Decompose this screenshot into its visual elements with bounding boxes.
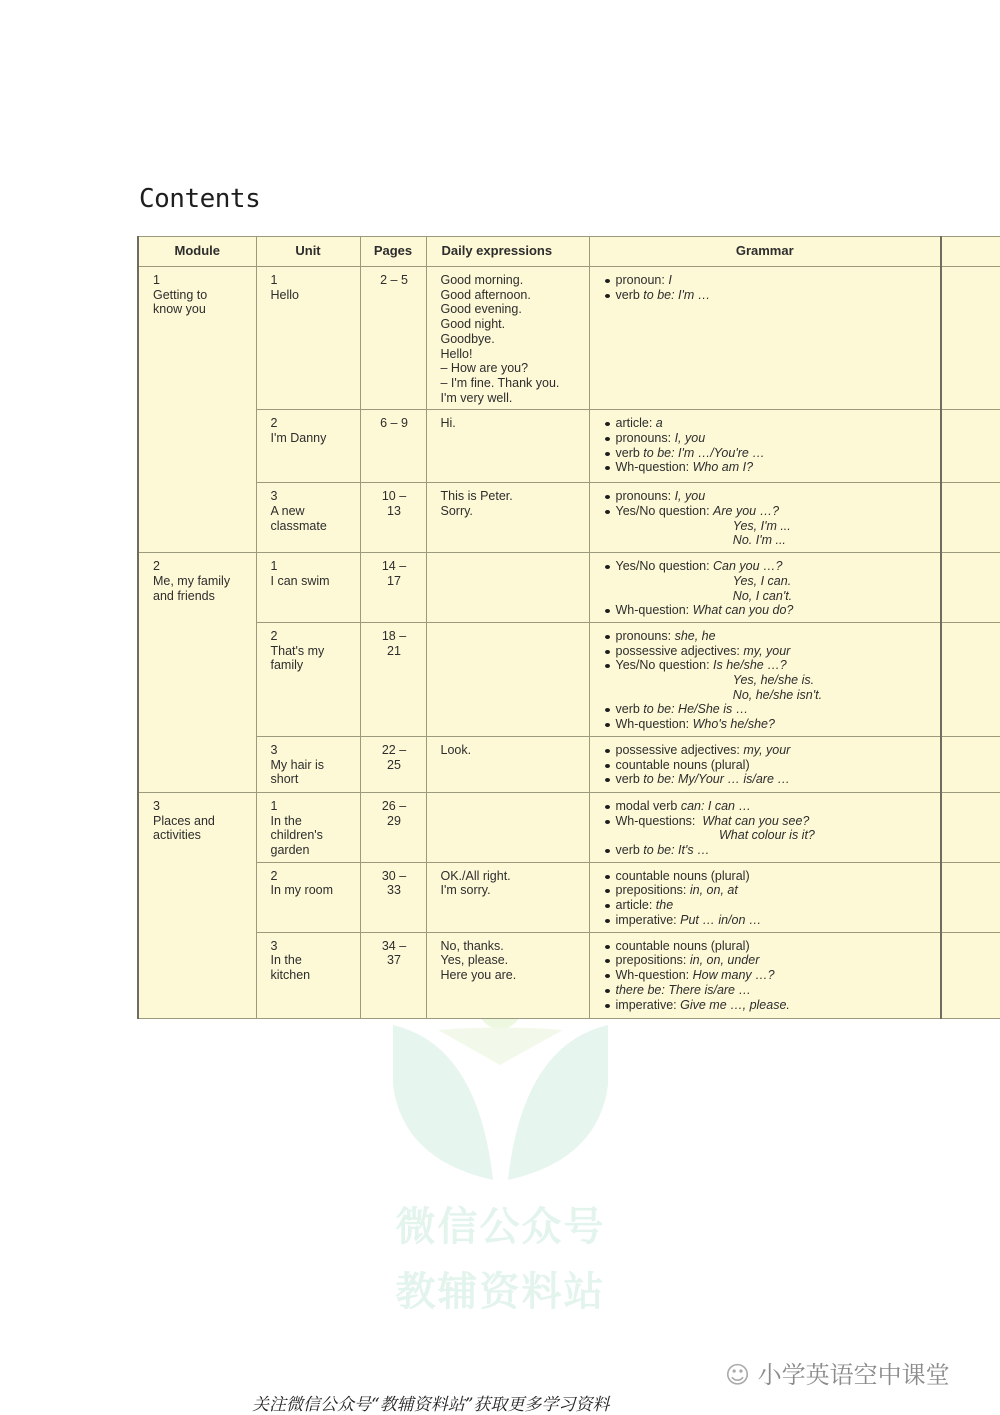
extra-cell bbox=[941, 410, 1000, 483]
grammar-label: imperative: bbox=[615, 997, 681, 1012]
grammar-example-continuation: What colour is it? bbox=[719, 828, 815, 843]
grammar-example: can: I can … bbox=[680, 798, 751, 813]
grammar-label: verb bbox=[615, 772, 644, 787]
grammar-label: Wh-question: bbox=[615, 717, 693, 732]
expression: I'm sorry. bbox=[440, 883, 491, 898]
unit-cell bbox=[256, 267, 360, 410]
grammar-label: Wh-question: bbox=[615, 603, 693, 618]
grammar-point bbox=[604, 968, 929, 983]
grammar-point bbox=[604, 953, 929, 968]
unit-title: Hello bbox=[270, 287, 299, 302]
unit-title: In the bbox=[270, 813, 302, 828]
watermark bbox=[378, 985, 623, 1315]
footer-brand-label: 小学英语空中课堂 bbox=[757, 1361, 950, 1389]
unit-number: 3 bbox=[270, 742, 278, 757]
pages-cell bbox=[360, 622, 426, 736]
grammar-label: Yes/No question: bbox=[615, 504, 714, 519]
expressions-cell bbox=[426, 622, 589, 736]
unit-title: My hair is bbox=[270, 757, 324, 772]
page-title: Contents bbox=[139, 184, 261, 214]
grammar-example: in, on, under bbox=[689, 953, 760, 968]
unit-number: 2 bbox=[270, 628, 278, 643]
grammar-example: to be: It's … bbox=[643, 842, 710, 857]
grammar-point bbox=[604, 702, 929, 717]
header-row bbox=[138, 237, 1000, 267]
grammar-point bbox=[604, 939, 929, 954]
grammar-example: my, your bbox=[743, 643, 791, 658]
expression: Good night. bbox=[440, 317, 506, 332]
grammar-label: pronoun: bbox=[615, 273, 669, 287]
footer-brand bbox=[725, 1355, 950, 1390]
unit-cell bbox=[256, 862, 360, 932]
expressions-cell bbox=[426, 553, 589, 623]
grammar-label: pronouns: bbox=[615, 628, 675, 643]
unit-title: In my room bbox=[270, 883, 334, 898]
footer-note: 关注微信公众号“教辅资料站”获取更多学习资料 bbox=[252, 1395, 610, 1415]
header-module: Module bbox=[138, 237, 256, 267]
table-row bbox=[138, 736, 1000, 792]
grammar-label: Wh-questions: bbox=[615, 813, 703, 828]
grammar-example: I, you bbox=[674, 489, 706, 504]
header-unit: Unit bbox=[256, 237, 360, 267]
unit-cell bbox=[256, 932, 360, 1018]
table-row bbox=[138, 267, 1000, 410]
header-grammar: Grammar bbox=[589, 237, 941, 267]
page-range: 6 – 9 bbox=[380, 416, 408, 431]
page-range: 2 – 5 bbox=[380, 273, 408, 287]
page-range: 30 – 33 bbox=[381, 868, 407, 898]
expression: Good morning. bbox=[440, 273, 524, 287]
watermark-line1: 微信公众号 bbox=[395, 1204, 606, 1250]
grammar-point bbox=[604, 883, 929, 898]
header-extra bbox=[941, 237, 1000, 267]
expression: Sorry. bbox=[440, 504, 473, 519]
module-name: and friends bbox=[153, 588, 215, 603]
grammar-point bbox=[604, 431, 929, 446]
unit-number: 3 bbox=[270, 489, 278, 504]
unit-title: I'm Danny bbox=[270, 431, 327, 446]
extra-cell bbox=[941, 932, 1000, 1018]
grammar-example: the bbox=[655, 898, 674, 913]
grammar-example: in, on, at bbox=[689, 883, 738, 898]
expression: Hi. bbox=[440, 416, 456, 431]
pages-cell bbox=[360, 932, 426, 1018]
grammar-example: How many …? bbox=[692, 968, 775, 983]
module-number: 2 bbox=[153, 559, 160, 574]
grammar-example: she, he bbox=[674, 628, 716, 643]
grammar-example-continuation: No, he/she isn't. bbox=[732, 687, 823, 702]
grammar-point bbox=[604, 913, 929, 928]
pages-cell bbox=[360, 792, 426, 862]
grammar-label: countable nouns (plural) bbox=[615, 757, 750, 772]
unit-title: kitchen bbox=[270, 968, 311, 983]
page-range: 26 – 29 bbox=[381, 798, 407, 828]
grammar-label: Wh-question: bbox=[615, 968, 693, 983]
grammar-point bbox=[604, 489, 929, 504]
pages-cell bbox=[360, 736, 426, 792]
expression: Goodbye. bbox=[440, 331, 495, 346]
table-row bbox=[138, 410, 1000, 483]
grammar-point bbox=[604, 603, 929, 618]
grammar-label: verb bbox=[615, 842, 644, 857]
unit-cell bbox=[256, 622, 360, 736]
grammar-label: article: bbox=[615, 898, 656, 913]
expressions-cell bbox=[426, 862, 589, 932]
grammar-point bbox=[604, 898, 929, 913]
expression: I'm very well. bbox=[440, 390, 513, 405]
header-daily-expressions: Daily expressions bbox=[426, 237, 589, 267]
grammar-example: to be: I'm …/You're … bbox=[643, 445, 765, 460]
grammar-point bbox=[604, 717, 929, 732]
unit-number: 2 bbox=[270, 416, 278, 431]
grammar-example: to be: He/She is … bbox=[643, 702, 749, 717]
grammar-example: Can you …? bbox=[713, 559, 783, 574]
expressions-cell bbox=[426, 792, 589, 862]
grammar-point bbox=[604, 629, 929, 644]
unit-title: children's bbox=[270, 828, 323, 843]
grammar-point bbox=[604, 814, 929, 829]
table-row bbox=[138, 862, 1000, 932]
grammar-point bbox=[604, 743, 929, 758]
grammar-point bbox=[604, 843, 929, 858]
extra-cell bbox=[941, 862, 1000, 932]
grammar-label: prepositions: bbox=[615, 883, 690, 898]
extra-cell bbox=[941, 553, 1000, 623]
page-range: 10 – 13 bbox=[381, 489, 407, 519]
grammar-label: possessive adjectives: bbox=[615, 643, 744, 658]
module-cell bbox=[138, 792, 256, 1018]
grammar-cell bbox=[589, 553, 941, 623]
contents-table bbox=[137, 236, 1000, 1019]
grammar-label: pronouns: bbox=[615, 431, 675, 446]
unit-number: 1 bbox=[270, 798, 278, 813]
table-row bbox=[138, 483, 1000, 553]
page-range: 14 – 17 bbox=[381, 559, 407, 588]
expression: OK./All right. bbox=[440, 868, 511, 883]
header-pages: Pages bbox=[360, 237, 426, 267]
module-name: know you bbox=[153, 302, 206, 317]
expression: – I'm fine. Thank you. bbox=[440, 375, 560, 390]
grammar-point bbox=[604, 869, 929, 884]
expressions-cell bbox=[426, 267, 589, 410]
grammar-label: imperative: bbox=[615, 912, 681, 927]
expression: – How are you? bbox=[440, 361, 529, 376]
expression: Good afternoon. bbox=[440, 287, 531, 302]
grammar-label: Yes/No question: bbox=[615, 559, 714, 574]
expression: Hello! bbox=[440, 346, 473, 361]
grammar-label: countable nouns (plural) bbox=[615, 938, 750, 953]
grammar-point bbox=[604, 559, 929, 574]
grammar-cell bbox=[589, 267, 941, 410]
page-range: 34 – 37 bbox=[381, 938, 407, 968]
unit-number: 2 bbox=[270, 868, 278, 883]
grammar-label: verb bbox=[615, 445, 644, 460]
extra-cell bbox=[941, 483, 1000, 553]
grammar-point bbox=[604, 772, 929, 787]
grammar-point bbox=[604, 504, 929, 519]
unit-number: 1 bbox=[270, 273, 278, 287]
expression: This is Peter. bbox=[440, 489, 513, 504]
grammar-label: prepositions: bbox=[615, 953, 690, 968]
grammar-label: countable nouns (plural) bbox=[615, 868, 750, 883]
unit-title: In the bbox=[270, 953, 302, 968]
grammar-cell bbox=[589, 792, 941, 862]
extra-cell bbox=[941, 792, 1000, 862]
expressions-cell bbox=[426, 483, 589, 553]
unit-number: 3 bbox=[270, 938, 278, 953]
grammar-example: I bbox=[668, 273, 672, 287]
pages-cell bbox=[360, 267, 426, 410]
table-row bbox=[138, 622, 1000, 736]
grammar-cell bbox=[589, 862, 941, 932]
module-name: Getting to bbox=[153, 287, 208, 302]
grammar-point bbox=[604, 799, 929, 814]
unit-title: garden bbox=[270, 842, 310, 857]
watermark-line2: 教辅资料站 bbox=[395, 1269, 606, 1315]
extra-cell bbox=[941, 622, 1000, 736]
grammar-label: verb bbox=[615, 287, 644, 302]
grammar-cell bbox=[589, 736, 941, 792]
grammar-example: What can you see? bbox=[702, 813, 810, 828]
grammar-label: verb bbox=[615, 702, 644, 717]
expressions-cell bbox=[426, 736, 589, 792]
grammar-example: to be: My/Your … is/are … bbox=[643, 772, 790, 787]
grammar-point bbox=[604, 446, 929, 461]
grammar-example: Put … in/on … bbox=[680, 912, 762, 927]
grammar-example: Who am I? bbox=[692, 460, 754, 475]
grammar-example: Who's he/she? bbox=[692, 717, 775, 732]
pages-cell bbox=[360, 410, 426, 483]
extra-cell bbox=[941, 267, 1000, 410]
grammar-point bbox=[604, 416, 929, 431]
expression: No, thanks. bbox=[440, 938, 504, 953]
unit-cell bbox=[256, 410, 360, 483]
expressions-cell bbox=[426, 932, 589, 1018]
grammar-example: there be: There is/are … bbox=[615, 982, 751, 997]
table-row bbox=[138, 553, 1000, 623]
grammar-cell bbox=[589, 622, 941, 736]
unit-title: That's my bbox=[270, 643, 325, 658]
unit-cell bbox=[256, 483, 360, 553]
unit-title: classmate bbox=[270, 518, 327, 533]
page-range: 22 – 25 bbox=[381, 742, 407, 772]
grammar-label: modal verb bbox=[615, 798, 681, 813]
grammar-example: to be: I'm … bbox=[643, 287, 711, 302]
module-cell bbox=[138, 553, 256, 793]
unit-cell bbox=[256, 553, 360, 623]
wechat-icon: ☺ bbox=[725, 1361, 751, 1389]
grammar-example-continuation: Yes, he/she is. bbox=[732, 673, 815, 688]
unit-title: family bbox=[270, 658, 304, 673]
grammar-label: article: bbox=[615, 416, 656, 431]
grammar-point bbox=[604, 288, 929, 303]
unit-number: 1 bbox=[270, 559, 278, 574]
table-row bbox=[138, 792, 1000, 862]
module-name: activities bbox=[153, 828, 201, 843]
grammar-example: a bbox=[655, 416, 663, 431]
grammar-example: Give me …, please. bbox=[680, 997, 790, 1012]
expression: Yes, please. bbox=[440, 953, 509, 968]
unit-title: I can swim bbox=[270, 573, 330, 588]
extra-cell bbox=[941, 736, 1000, 792]
grammar-example: I, you bbox=[674, 431, 706, 446]
unit-cell bbox=[256, 792, 360, 862]
expression: Here you are. bbox=[440, 968, 517, 983]
grammar-point bbox=[604, 758, 929, 773]
grammar-point bbox=[604, 998, 929, 1013]
expressions-cell bbox=[426, 410, 589, 483]
unit-title: A new bbox=[270, 504, 305, 519]
unit-title: short bbox=[270, 772, 299, 787]
module-number: 3 bbox=[153, 798, 160, 813]
grammar-cell bbox=[589, 410, 941, 483]
module-name: Me, my family bbox=[153, 573, 231, 588]
grammar-example: Are you …? bbox=[713, 504, 780, 519]
grammar-cell bbox=[589, 483, 941, 553]
grammar-point bbox=[604, 658, 929, 673]
grammar-label: possessive adjectives: bbox=[615, 742, 744, 757]
grammar-point bbox=[604, 460, 929, 475]
grammar-example-continuation: No. I'm ... bbox=[732, 533, 786, 548]
table-row bbox=[138, 932, 1000, 1018]
pages-cell bbox=[360, 553, 426, 623]
expression: Good evening. bbox=[440, 302, 522, 317]
grammar-example-continuation: Yes, I'm ... bbox=[732, 518, 791, 533]
grammar-label: Yes/No question: bbox=[615, 658, 714, 673]
grammar-example: Is he/she …? bbox=[713, 658, 787, 673]
pages-cell bbox=[360, 483, 426, 553]
grammar-label: pronouns: bbox=[615, 489, 675, 504]
grammar-point bbox=[604, 273, 929, 288]
grammar-label: Wh-question: bbox=[615, 460, 693, 475]
page-range: 18 – 21 bbox=[381, 628, 407, 658]
grammar-point bbox=[604, 644, 929, 659]
grammar-example: What can you do? bbox=[692, 603, 794, 618]
module-number: 1 bbox=[153, 273, 160, 287]
grammar-example-continuation: No, I can't. bbox=[732, 588, 793, 603]
expression: Look. bbox=[440, 742, 472, 757]
grammar-example-continuation: Yes, I can. bbox=[732, 573, 792, 588]
module-cell bbox=[138, 267, 256, 553]
grammar-point bbox=[604, 983, 929, 998]
pages-cell bbox=[360, 862, 426, 932]
module-name: Places and bbox=[153, 813, 215, 828]
grammar-cell bbox=[589, 932, 941, 1018]
grammar-example: my, your bbox=[743, 742, 791, 757]
unit-cell bbox=[256, 736, 360, 792]
